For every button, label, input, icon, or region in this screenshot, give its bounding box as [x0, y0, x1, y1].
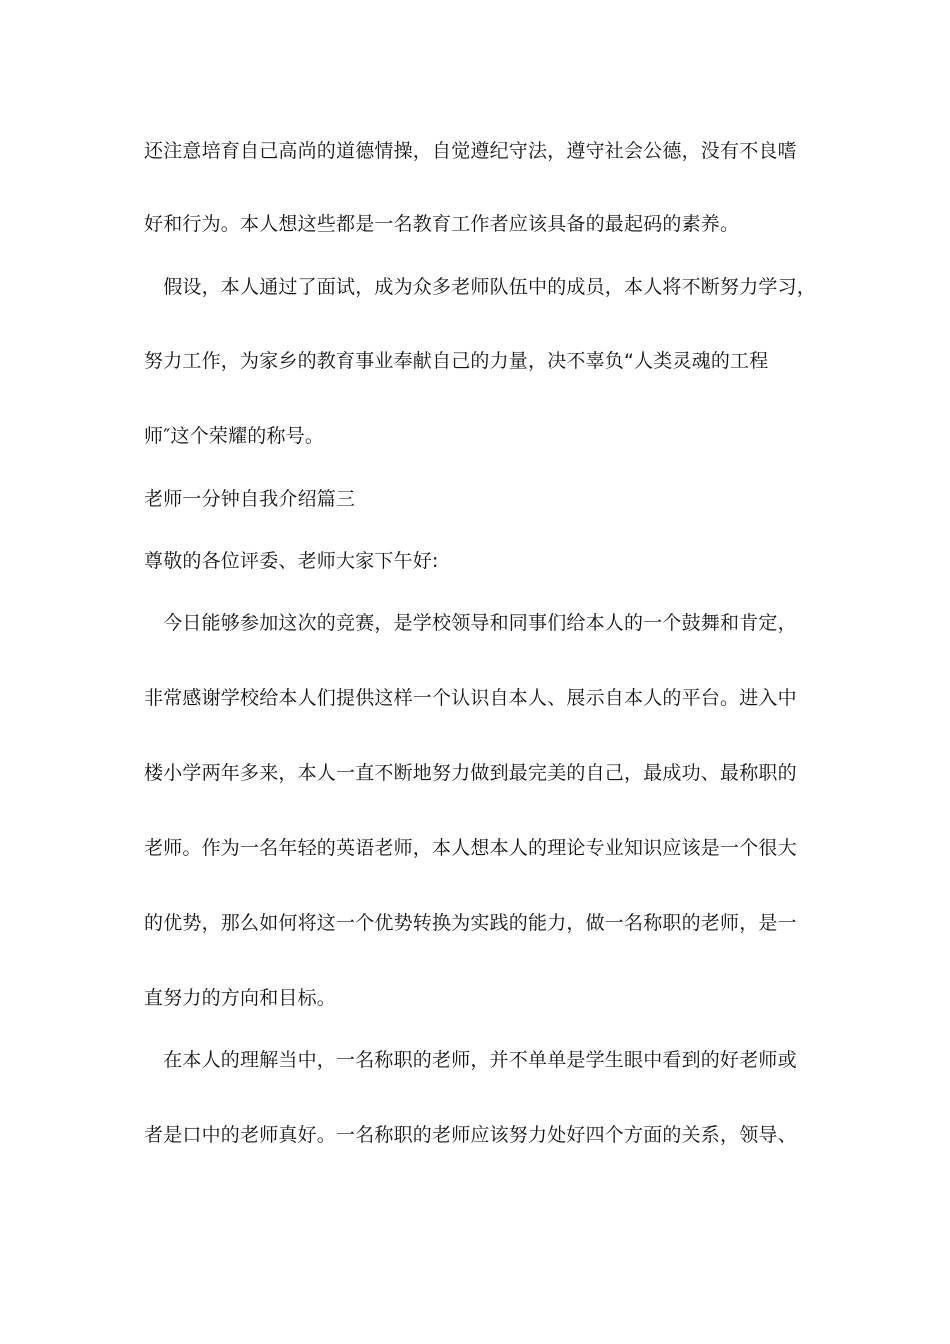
text-line: 非常感谢学校给本人们提供这样一个认识自本人、展示自本人的平台。进入中: [144, 687, 797, 709]
text-line: 的优势，那么如何将这一个优势转换为实践的能力，做一名称职的老师，是一: [144, 912, 797, 934]
text-line: 尊敬的各位评委、老师大家下午好:: [144, 550, 439, 572]
text-line: 楼小学两年多来，本人一直不断地努力做到最完美的自己，最成功、最称职的: [144, 762, 797, 784]
text-line: 假设，本人通过了面试，成为众多老师队伍中的成员，本人将不断努力学习，: [144, 276, 817, 298]
text-line: 努力工作，为家乡的教育事业奉献自己的力量，决不辜负“人类灵魂的工程: [144, 350, 769, 372]
text-line: 好和行为。本人想这些都是一名教育工作者应该具备的最起码的素养。: [144, 213, 740, 235]
text-line: 老师。作为一名年轻的英语老师，本人想本人的理论专业知识应该是一个很大: [144, 837, 797, 859]
text-line: 直努力的方向和目标。: [144, 987, 337, 1009]
section-heading: 老师一分钟自我介绍篇三: [144, 488, 356, 510]
text-line: 今日能够参加这次的竞赛，是学校领导和同事们给本人的一个鼓舞和肯定，: [144, 612, 797, 634]
text-line: 在本人的理解当中，一名称职的老师，并不单单是学生眼中看到的好老师或: [144, 1049, 797, 1071]
text-line: 还注意培育自己高尚的道德情操，自觉遵纪守法，遵守社会公德，没有不良嗜: [144, 140, 797, 162]
text-line: 师″这个荣耀的称号。: [144, 425, 325, 447]
text-line: 者是口中的老师真好。一名称职的老师应该努力处好四个方面的关系，领导、: [144, 1124, 797, 1146]
